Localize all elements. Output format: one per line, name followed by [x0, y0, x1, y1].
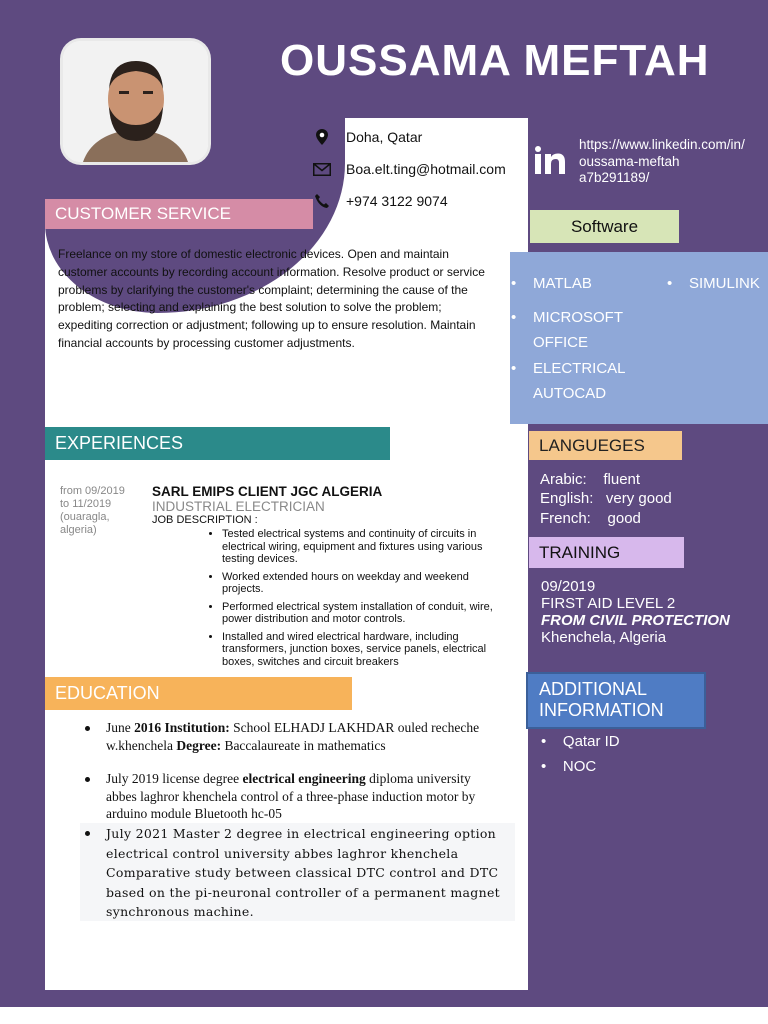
company-name: SARL EMIPS CLIENT JGC ALGERIA [152, 484, 383, 499]
language-name: French: [540, 510, 591, 527]
experience-dates [60, 485, 125, 537]
envelope-icon [312, 160, 332, 178]
software-item: • MICROSOFT OFFICE [533, 305, 643, 355]
edu-text: July 2019 license degree [106, 771, 243, 786]
date-line: algeria) [60, 524, 97, 536]
training-entry [541, 578, 730, 646]
language-level: very good [605, 490, 672, 507]
linkedin-url-line: a7b291189/ [579, 170, 650, 185]
language-name: Arabic: [540, 471, 587, 488]
customer-service-header [45, 199, 313, 229]
section-title: EDUCATION [55, 683, 160, 703]
contact-phone [312, 192, 448, 210]
additional-item-text: Qatar ID [562, 733, 620, 750]
job-description-label: JOB DESCRIPTION : [152, 514, 258, 526]
date-line: (ouaragla, [60, 511, 110, 523]
software-item: • ELECTRICAL AUTOCAD [533, 356, 643, 406]
edu-bold: Degree: [176, 737, 222, 753]
edu-text: June [106, 720, 135, 735]
location-text: Doha, Qatar [346, 129, 423, 145]
contact-email [312, 160, 506, 178]
language-name: English: [540, 490, 594, 507]
avatar [63, 41, 208, 162]
contact-location [312, 128, 422, 146]
profile-photo [63, 41, 208, 162]
languages-header [529, 431, 682, 460]
training-course: FIRST AID LEVEL 2 [541, 595, 676, 612]
candidate-name: OUSSAMA MEFTAH [280, 36, 710, 85]
training-header [529, 537, 684, 568]
language-row [540, 510, 641, 527]
language-row [540, 471, 640, 488]
education-list [82, 770, 502, 823]
experience-entry [152, 484, 512, 673]
linkedin-url-line: https://www.linkedin.com/in/ [579, 137, 745, 152]
section-title: TRAINING [539, 542, 621, 562]
training-date: 09/2019 [541, 578, 596, 595]
job-duties [152, 528, 512, 668]
list-item [82, 719, 502, 754]
linkedin-url-line: oussama-meftah [579, 153, 680, 169]
linkedin-icon[interactable] [535, 146, 565, 174]
education-header [45, 677, 352, 710]
phone-icon [312, 192, 332, 210]
additional-item-text: NOC [562, 758, 597, 775]
experiences-header [45, 427, 390, 460]
training-org: FROM CIVIL PROTECTION [541, 612, 730, 629]
education-list [82, 824, 502, 922]
date-line: from 09/2019 [60, 485, 125, 497]
customer-service-text: Freelance on my store of domestic electronic devices. Open and maintain customer accounts by recording account information. Resolve product or service problems by clarifying the customer's complaint; determining the cause of the problem; selecting and explaining the best solution to solve the problem; expediting correction or adjustment; following up to ensure resolution. Maintain financial accounts by processing customer adjustments. [58, 247, 485, 350]
additional-info-header [528, 674, 704, 727]
edu-bold: 2016 Institution: [134, 720, 230, 735]
phone-text: +974 3122 9074 [346, 193, 448, 209]
map-pin-icon [312, 128, 332, 146]
section-title: LANGUEGES [539, 435, 645, 455]
edu-bold: electrical engineering [242, 771, 366, 786]
additional-item: • NOC [541, 758, 597, 775]
section-title: CUSTOMER SERVICE [55, 204, 232, 223]
list-item: July 2021 Master 2 degree in electrical engineering option electrical control university abbes laghror khenchela Comparative study between classical DTC control and DTC based on the pi-neuronal controller of a permanent magnet synchronous machine. [82, 824, 502, 922]
section-title: ADDITIONAL [539, 679, 648, 699]
linkedin-url[interactable] [579, 137, 745, 187]
edu-text: diploma university abbes laghror khenchela control of a three-phase induction motor by arduino module Bluetooth hc-05 [106, 771, 476, 821]
list-item: • Tested electrical systems and continuity of circuits in electrical wiring, equipment and fixtures using various testing devices. [222, 528, 512, 566]
language-row [540, 490, 672, 507]
list-item: • Installed and wired electrical hardware, including transformers, junction boxes, service panels, electrical boxes, switches and circuit breakers [222, 631, 512, 669]
date-line: to 11/2019 [60, 498, 112, 510]
edu-text: School ELHADJ LAKHDAR ouled recheche w.khenchela [106, 720, 480, 753]
language-level: fluent [603, 471, 641, 488]
edu-text: Baccalaureate in mathematics [221, 737, 386, 753]
list-item [82, 770, 502, 823]
email-link[interactable]: Boa.elt.ting@hotmail.com [346, 161, 506, 177]
additional-item: • Qatar ID [541, 733, 620, 750]
section-title: INFORMATION [539, 700, 664, 720]
section-title: Software [570, 216, 639, 236]
section-title: EXPERIENCES [55, 433, 184, 453]
software-item: • SIMULINK [689, 271, 760, 296]
language-level: good [607, 510, 641, 527]
list-item: • Worked extended hours on weekday and weekend projects. [222, 571, 512, 596]
education-list [82, 719, 502, 754]
software-item: • MATLAB [533, 271, 592, 296]
software-header [530, 210, 679, 243]
training-place: Khenchela, Algeria [541, 629, 667, 646]
job-role: INDUSTRIAL ELECTRICIAN [152, 499, 325, 514]
list-item: • Performed electrical system installation of conduit, wire, power distribution and motor controls. [222, 601, 512, 626]
